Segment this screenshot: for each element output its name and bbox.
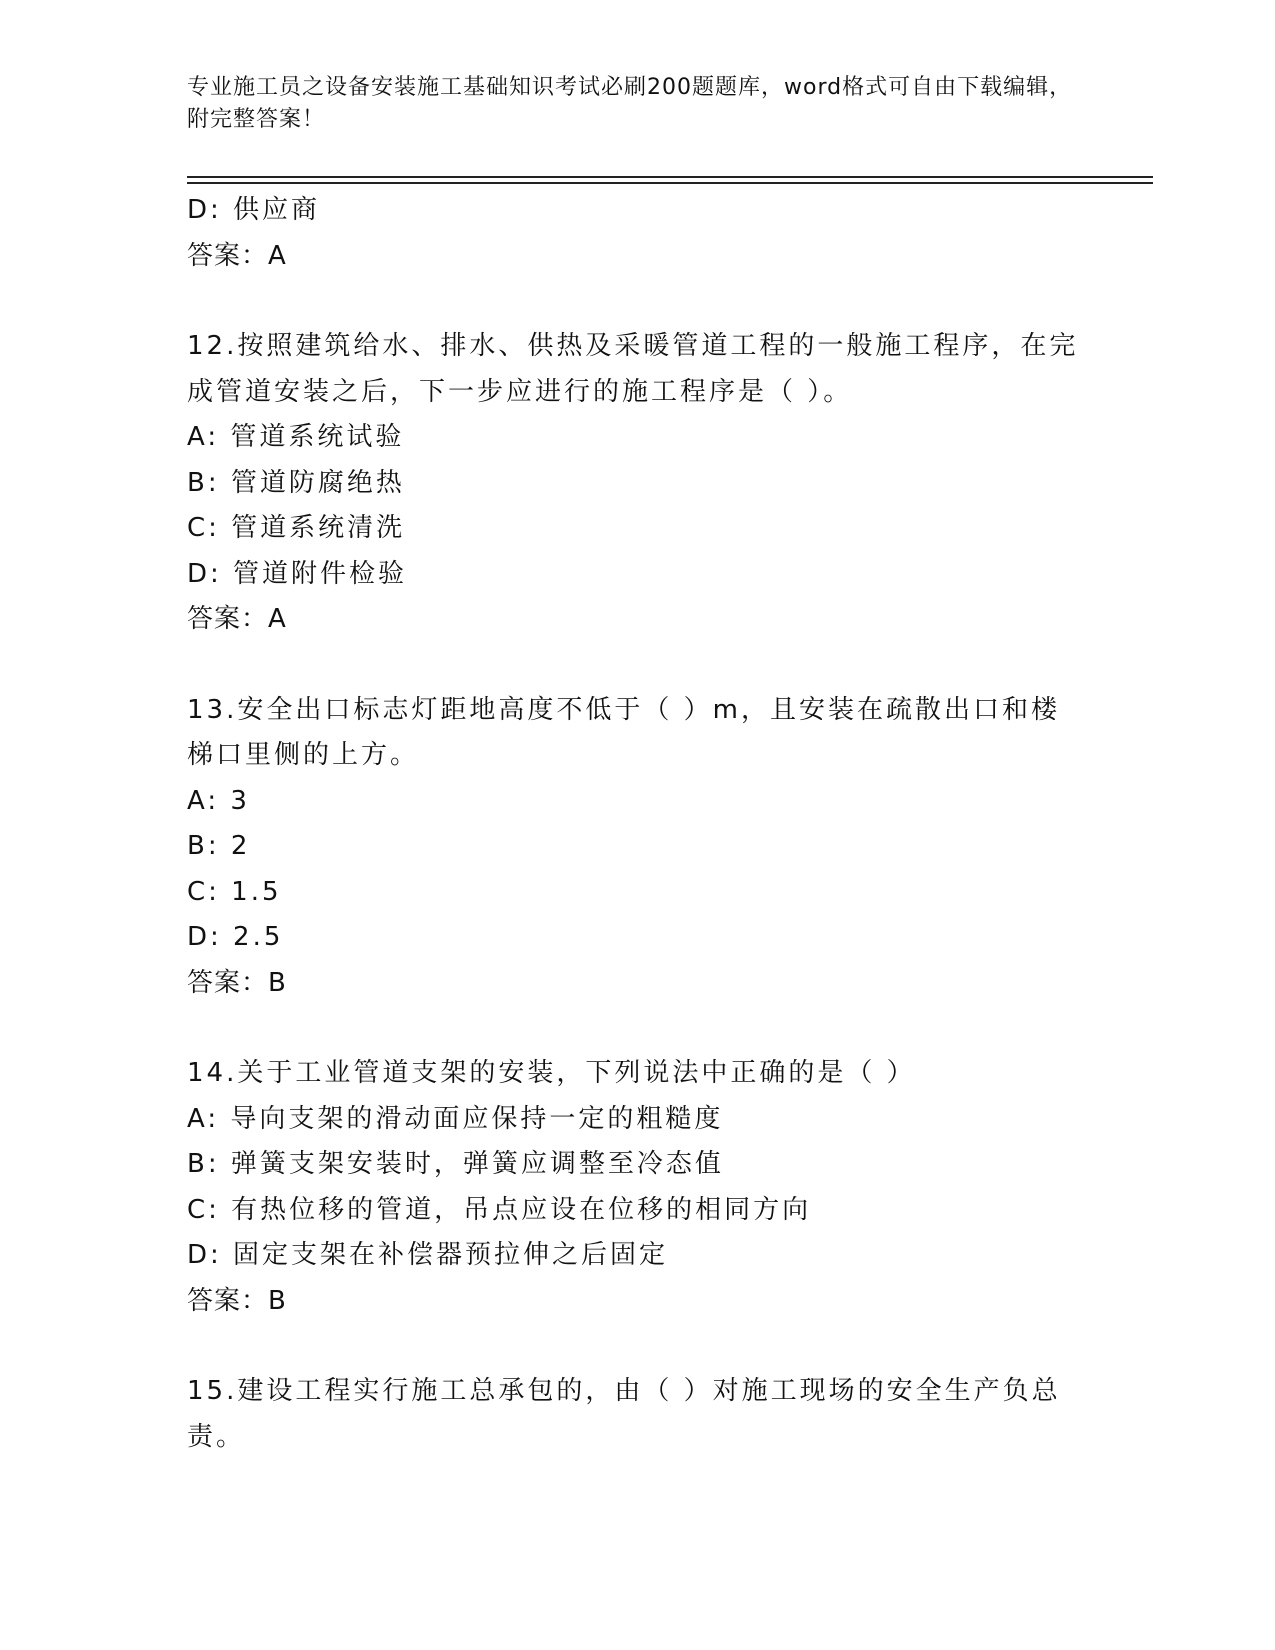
option-a: A: 管道系统试验: [187, 422, 405, 452]
question-text: 12.按照建筑给水、排水、供热及采暖管道工程的一般施工程序，在完成管道安装之后，下一步应进行的施工程序是（ ）。: [187, 331, 1079, 407]
option-c: C: 1.5: [187, 876, 282, 907]
option-d: D: 固定支架在补偿器预拉伸之后固定: [187, 1240, 669, 1270]
header-divider-bottom: [187, 182, 1153, 184]
option-a: A: 3: [187, 785, 250, 816]
option-d: D: 2.5: [187, 922, 284, 952]
document-header: 专业施工员之设备安装施工基础知识考试必刷200题题库，word格式可自由下载编辑，附完整答案！: [187, 75, 1073, 132]
option-b: B: 弹簧支架安装时，弹簧应调整至冷态值: [187, 1149, 724, 1179]
option-c: C: 有热位移的管道，吊点应设在位移的相同方向: [187, 1194, 812, 1225]
option-b: B: 管道防腐绝热: [187, 467, 405, 498]
option-c: C: 管道系统清洗: [187, 513, 406, 543]
question-block-15: [187, 1369, 1087, 1460]
answer-line: 答案：B: [187, 967, 287, 998]
answer-line: 答案：A: [187, 240, 287, 271]
question-list: [187, 188, 1087, 1460]
question-text: 14.关于工业管道支架的安装，下列说法中正确的是（ ）: [187, 1058, 916, 1088]
option-d: D: 管道附件检验: [187, 558, 408, 589]
answer-line: 答案：A: [187, 604, 287, 634]
question-block-13: [187, 688, 1087, 1007]
question-block-11: [187, 188, 1087, 279]
option-a: A: 导向支架的滑动面应保持一定的粗糙度: [187, 1103, 724, 1134]
header-divider-top: [187, 176, 1153, 178]
option-b: B: 2: [187, 831, 251, 861]
answer-line: 答案：B: [187, 1285, 287, 1316]
question-block-12: [187, 324, 1087, 643]
question-text: 15.建设工程实行施工总承包的，由（ ）对施工现场的安全生产负总责。: [187, 1376, 1061, 1452]
question-text: 13.安全出口标志灯距地高度不低于（ ）m，且安装在疏散出口和楼梯口里侧的上方。: [187, 694, 1060, 770]
question-block-14: [187, 1051, 1087, 1324]
option-d: D: 供应商: [187, 195, 321, 225]
